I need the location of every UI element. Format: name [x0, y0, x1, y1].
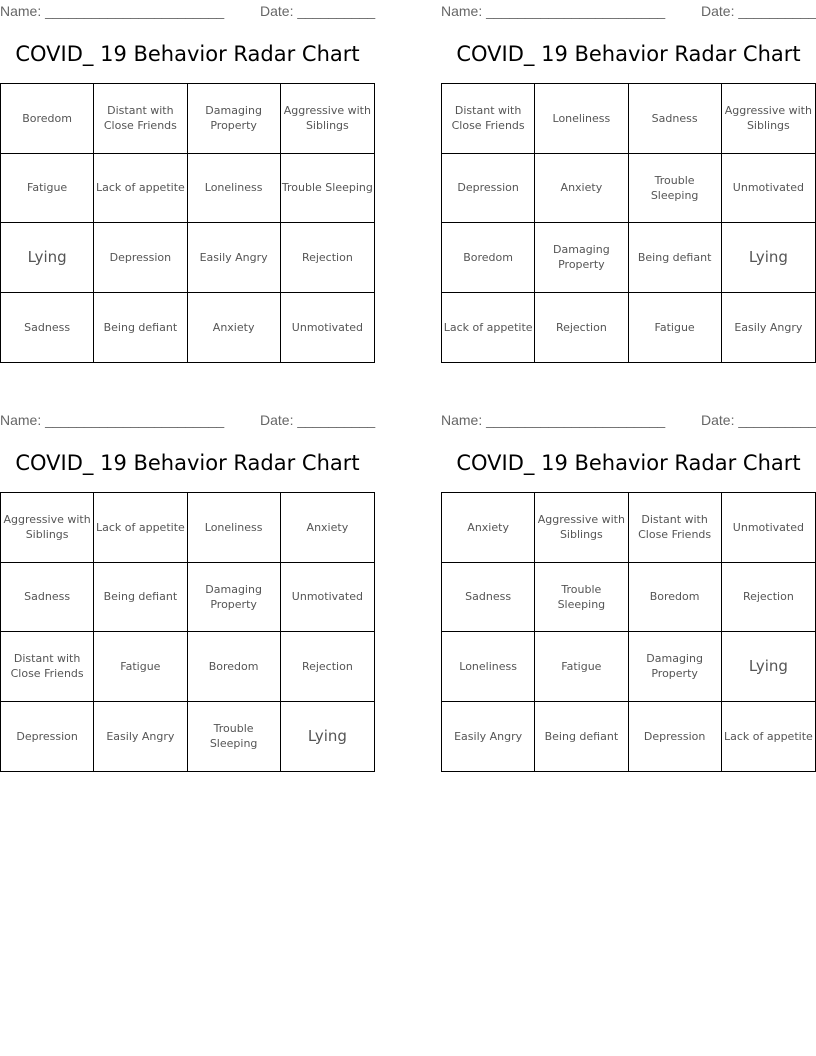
grid-cell[interactable]: Depression: [629, 702, 722, 772]
grid-cell[interactable]: Lying: [307, 726, 347, 745]
grid-cell[interactable]: Aggressive with Siblings: [1, 493, 94, 563]
card-title: COVID_ 19 Behavior Radar Chart: [456, 451, 801, 475]
card-title: COVID_ 19 Behavior Radar Chart: [15, 42, 360, 66]
grid-cell[interactable]: Anxiety: [281, 493, 374, 563]
name-field[interactable]: Name: _______________________: [0, 3, 225, 19]
bingo-grid: [441, 83, 816, 363]
grid-cell[interactable]: Unmotivated: [291, 320, 363, 334]
bingo-grid: [0, 83, 375, 363]
grid-cell[interactable]: Unmotivated: [722, 493, 815, 563]
grid-cell[interactable]: Trouble Sleeping: [188, 702, 281, 772]
bingo-card-3: [0, 409, 375, 774]
grid-cell[interactable]: Damaging Property: [188, 563, 281, 633]
grid-cell[interactable]: Trouble Sleeping: [629, 154, 722, 224]
grid-cell[interactable]: Fatigue: [1, 154, 94, 224]
grid-cell[interactable]: Rejection: [722, 563, 815, 633]
grid-cell[interactable]: Depression: [1, 702, 94, 772]
bingo-card-1: [0, 0, 375, 365]
grid-cell[interactable]: Sadness: [629, 84, 722, 154]
grid-cell[interactable]: Unmotivated: [281, 563, 374, 633]
grid-cell[interactable]: Distant with Close Friends: [442, 84, 535, 154]
bingo-grid: [441, 492, 816, 772]
grid-cell[interactable]: Easily Angry: [188, 223, 281, 293]
grid-cell[interactable]: Lack of appetite: [442, 293, 535, 363]
grid-cell[interactable]: Depression: [94, 223, 187, 293]
name-field[interactable]: Name: _______________________: [441, 3, 666, 19]
grid-cell[interactable]: Rejection: [281, 632, 374, 702]
grid-cell[interactable]: Fatigue: [535, 632, 628, 702]
grid-cell[interactable]: Boredom: [442, 223, 535, 293]
grid-cell[interactable]: Anxiety: [535, 154, 628, 224]
grid-cell[interactable]: Easily Angry: [442, 702, 535, 772]
card-title: COVID_ 19 Behavior Radar Chart: [15, 451, 360, 475]
card-title: COVID_ 19 Behavior Radar Chart: [456, 42, 801, 66]
grid-cell[interactable]: Distant with Close Friends: [94, 84, 187, 154]
grid-cell[interactable]: Sadness: [1, 293, 94, 363]
grid-cell[interactable]: Depression: [442, 154, 535, 224]
grid-cell[interactable]: Lying: [722, 223, 815, 293]
grid-cell[interactable]: Sadness: [1, 563, 94, 633]
grid-cell[interactable]: Loneliness: [188, 493, 281, 563]
grid-cell[interactable]: Distant with Close Friends: [629, 493, 722, 563]
name-date-line: [441, 412, 816, 430]
grid-cell[interactable]: Trouble Sleeping: [535, 563, 628, 633]
grid-cell[interactable]: Rejection: [281, 223, 374, 293]
date-field[interactable]: Date: __________: [260, 412, 376, 428]
name-date-line: [441, 3, 816, 21]
grid-cell[interactable]: Unmotivated: [722, 154, 815, 224]
grid-cell[interactable]: Lack of appetite: [94, 154, 187, 224]
name-field[interactable]: Name: _______________________: [441, 412, 666, 428]
bingo-card-4: [441, 409, 816, 774]
grid-cell[interactable]: Lack of appetite: [723, 729, 813, 743]
grid-cell[interactable]: Aggressive with Siblings: [281, 84, 374, 154]
grid-cell[interactable]: Being defiant: [94, 563, 187, 633]
grid-cell[interactable]: Rejection: [535, 293, 628, 363]
bingo-card-2: [441, 0, 816, 365]
name-date-line: [0, 412, 375, 430]
date-field[interactable]: Date: __________: [701, 3, 816, 19]
grid-cell[interactable]: Loneliness: [535, 84, 628, 154]
name-date-line: [0, 3, 375, 21]
grid-cell[interactable]: Damaging Property: [535, 223, 628, 293]
grid-cell[interactable]: Sadness: [442, 563, 535, 633]
grid-cell[interactable]: Distant with Close Friends: [1, 632, 94, 702]
grid-cell[interactable]: Boredom: [1, 84, 94, 154]
grid-cell[interactable]: Anxiety: [442, 493, 535, 563]
grid-cell[interactable]: Anxiety: [188, 293, 281, 363]
grid-cell[interactable]: Being defiant: [629, 223, 722, 293]
grid-cell[interactable]: Lying: [722, 632, 815, 702]
grid-cell[interactable]: Fatigue: [629, 293, 722, 363]
grid-cell[interactable]: Easily Angry: [734, 320, 803, 334]
grid-cell[interactable]: Easily Angry: [94, 702, 187, 772]
date-field[interactable]: Date: __________: [701, 412, 816, 428]
date-field[interactable]: Date: __________: [260, 3, 376, 19]
grid-cell[interactable]: Boredom: [188, 632, 281, 702]
grid-cell[interactable]: Loneliness: [188, 154, 281, 224]
grid-cell[interactable]: Being defiant: [535, 702, 628, 772]
grid-cell[interactable]: Aggressive with Siblings: [722, 84, 815, 154]
grid-cell[interactable]: Lack of appetite: [94, 493, 187, 563]
grid-cell[interactable]: Aggressive with Siblings: [535, 493, 628, 563]
grid-cell[interactable]: Lying: [1, 223, 94, 293]
grid-cell[interactable]: Boredom: [629, 563, 722, 633]
grid-cell[interactable]: Trouble Sleeping: [281, 154, 374, 224]
name-field[interactable]: Name: _______________________: [0, 412, 225, 428]
grid-cell[interactable]: Being defiant: [94, 293, 187, 363]
bingo-grid: [0, 492, 375, 772]
grid-cell[interactable]: Loneliness: [442, 632, 535, 702]
grid-cell[interactable]: Fatigue: [94, 632, 187, 702]
grid-cell[interactable]: Damaging Property: [188, 84, 281, 154]
grid-cell[interactable]: Damaging Property: [629, 632, 722, 702]
